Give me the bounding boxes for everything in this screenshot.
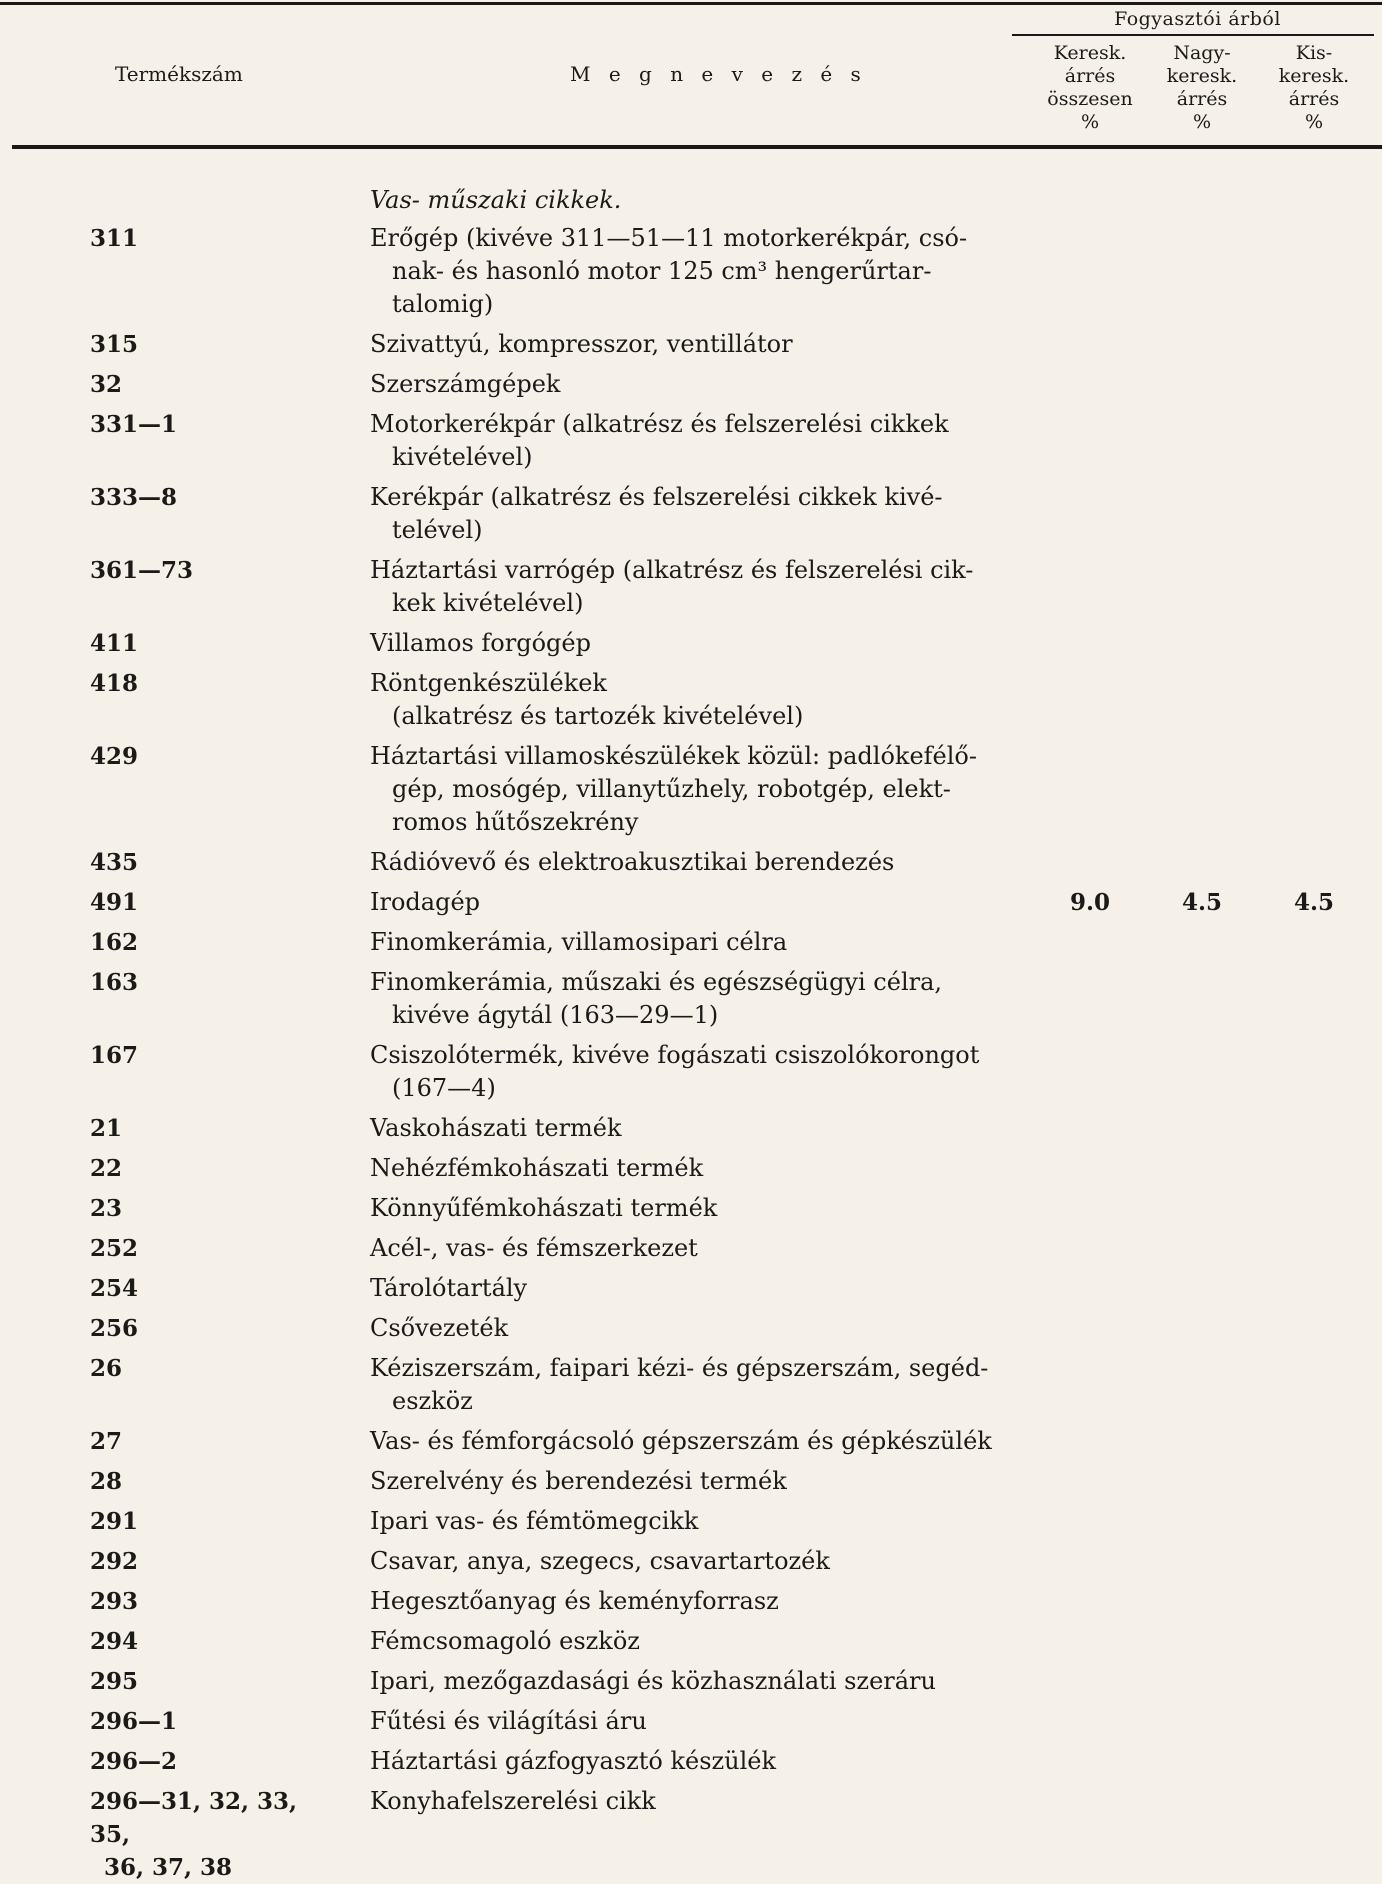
product-description: Kerékpár (alkatrész és felszerelési cikkek kivé- telével) <box>370 483 943 544</box>
product-description: Szerszámgépek <box>370 370 561 398</box>
product-number: 491 <box>90 889 139 916</box>
column-header-kiskeresk: Kis- keresk. árrés % <box>1278 42 1350 133</box>
product-number: 163 <box>90 969 139 996</box>
product-description: Fűtési és világítási áru <box>370 1707 647 1735</box>
product-description: Motorkerékpár (alkatrész és felszerelési cikkek kivételével) <box>370 410 949 471</box>
group-header-fogyasztoi: Fogyasztói árból <box>1114 8 1281 30</box>
product-description: Kéziszerszám, faipari kézi- és gépszerszám, segéd- eszköz <box>370 1354 989 1415</box>
product-description: Ipari, mezőgazdasági és közhasználati szeráru <box>370 1667 936 1695</box>
product-number: 295 <box>90 1668 139 1695</box>
product-description: Villamos forgógép <box>370 629 591 657</box>
product-number: 429 <box>90 743 139 770</box>
margin-value-kis: 4.5 <box>1293 889 1334 916</box>
product-description: Irodagép <box>370 888 481 916</box>
product-description: Vas- és fémforgácsoló gépszerszám és gépkészülék <box>370 1427 992 1455</box>
top-rule <box>0 2 1382 5</box>
product-number: 315 <box>90 331 139 358</box>
product-description: Röntgenkészülékek (alkatrész és tartozék kivételével) <box>370 669 804 730</box>
product-number: 28 <box>90 1468 123 1495</box>
product-description: Csavar, anya, szegecs, csavartartozék <box>370 1547 830 1575</box>
product-number: 333—8 <box>90 484 178 511</box>
product-description: Nehézfémkohászati termék <box>370 1154 704 1182</box>
product-number: 167 <box>90 1042 139 1069</box>
product-number: 296—1 <box>90 1708 178 1735</box>
product-number: 27 <box>90 1428 123 1455</box>
product-description: Csiszolótermék, kivéve fogászati csiszolókorongot (167—4) <box>370 1041 980 1102</box>
margin-value-nagy: 4.5 <box>1181 889 1222 916</box>
margin-value-keresk: 9.0 <box>1069 889 1110 916</box>
column-header-termekszam: Termékszám <box>115 62 243 86</box>
product-description: Háztartási varrógép (alkatrész és felszerelési cik- kek kivételével) <box>370 556 974 617</box>
product-number: 32 <box>90 371 123 398</box>
product-description: Fémcsomagoló eszköz <box>370 1627 640 1655</box>
column-header-nagykeresk: Nagy- keresk. árrés % <box>1166 42 1238 133</box>
product-number: 293 <box>90 1588 139 1615</box>
product-description: Finomkerámia, villamosipari célra <box>370 928 788 956</box>
product-description: Szivattyú, kompresszor, ventillátor <box>370 330 793 358</box>
product-number: 296—2 <box>90 1748 178 1775</box>
section-title: Vas- műszaki cikkek. <box>370 186 622 214</box>
column-header-keresk: Keresk. árrés összesen % <box>1047 42 1133 133</box>
product-number: 22 <box>90 1155 123 1182</box>
product-description: Háztartási villamoskészülékek közül: padlókefélő- gép, mosógép, villanytűzhely, robotgép, elekt- romos hűtőszekrény <box>370 742 977 836</box>
product-description: Tárolótartály <box>370 1274 528 1302</box>
product-number: 254 <box>90 1275 139 1302</box>
product-description: Konyhafelszerelési cikk <box>370 1787 656 1815</box>
product-description: Csővezeték <box>370 1314 509 1342</box>
product-number: 294 <box>90 1628 139 1655</box>
column-header-megnevezes: M e g n e v e z é s <box>570 62 867 86</box>
table-header <box>0 0 1382 150</box>
product-number: 21 <box>90 1115 123 1142</box>
product-number: 361—73 <box>90 557 194 584</box>
product-description: Finomkerámia, műszaki és egészségügyi célra, kivéve ágytál (163—29—1) <box>370 968 943 1029</box>
product-description: Szerelvény és berendezési termék <box>370 1467 787 1495</box>
product-number: 252 <box>90 1235 139 1262</box>
product-number: 26 <box>90 1355 123 1382</box>
group-header-rule <box>1012 34 1374 36</box>
product-number: 256 <box>90 1315 139 1342</box>
product-number: 23 <box>90 1195 123 1222</box>
product-number: 411 <box>90 630 139 657</box>
product-description: Hegesztőanyag és keményforrasz <box>370 1587 779 1615</box>
product-number: 296—31, 32, 33, 35, 36, 37, 38 <box>90 1788 298 1881</box>
header-bottom-rule <box>12 145 1382 149</box>
product-description: Rádióvevő és elektroakusztikai berendezés <box>370 848 895 876</box>
product-number: 331—1 <box>90 411 178 438</box>
product-description: Könnyűfémkohászati termék <box>370 1194 718 1222</box>
product-number: 162 <box>90 929 139 956</box>
product-description: Vaskohászati termék <box>370 1114 622 1142</box>
product-description: Acél-, vas- és fémszerkezet <box>370 1234 698 1262</box>
product-description: Ipari vas- és fémtömegcikk <box>370 1507 699 1535</box>
product-description: Erőgép (kivéve 311—51—11 motorkerékpár, csó- nak- és hasonló motor 125 cm³ hengerűrtar- talomig) <box>370 224 968 318</box>
product-number: 292 <box>90 1548 139 1575</box>
product-description: Háztartási gázfogyasztó készülék <box>370 1747 777 1775</box>
product-number: 311 <box>90 225 139 252</box>
product-number: 291 <box>90 1508 139 1535</box>
product-number: 435 <box>90 849 139 876</box>
product-number: 418 <box>90 670 139 697</box>
